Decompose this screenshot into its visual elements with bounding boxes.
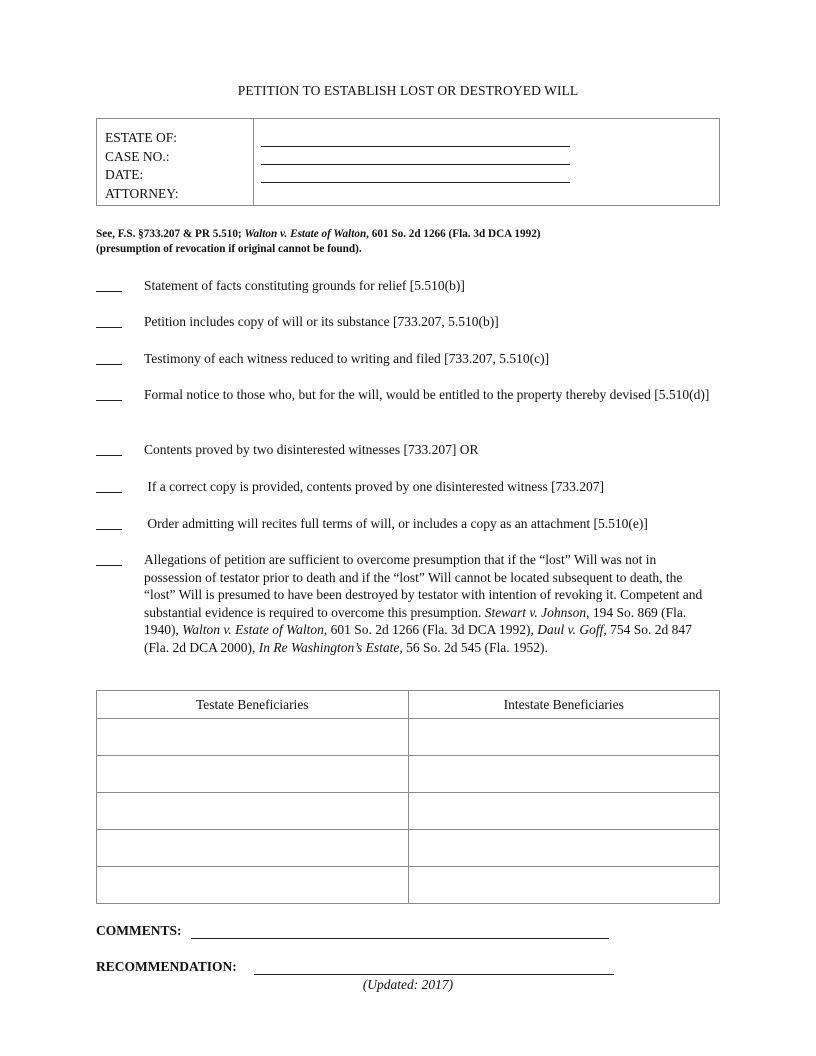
comments-label: COMMENTS:	[96, 923, 182, 938]
comments-field[interactable]	[191, 938, 609, 939]
checklist-blank[interactable]	[96, 478, 122, 493]
recommendation-label: RECOMMENDATION:	[96, 959, 237, 974]
testate-cell[interactable]	[97, 867, 409, 904]
page-title: PETITION TO ESTABLISH LOST OR DESTROYED WILL	[237, 83, 579, 98]
case-no-label: CASE NO.:	[105, 148, 170, 164]
case-info-labels	[97, 119, 254, 205]
checklist-blank[interactable]	[96, 386, 122, 401]
checklist-blank[interactable]	[96, 350, 122, 365]
case-no-field[interactable]	[261, 164, 570, 165]
allegations-text: Allegations of petition are sufficient to overcome presumption that if the “lost” Will was not in possession of testator prior to death and if the “lost” Will cannot be located subsequent to death, the “lost” Will is presumed to have been destroyed by testator with intention of revoking it. Competent and substantial evidence is required to overcome this presumption. Stewart v. Johnson, 194 So. 869 (Fla. 1940), Walton v. Estate of Walton, 601 So. 2d 1266 (Fla. 3d DCA 1992), Daul v. Goff, 754 So. 2d 847 (Fla. 2d DCA 2000), In Re Washington’s Estate, 56 So. 2d 545 (Fla. 1952).	[144, 552, 703, 655]
case-info-box	[96, 118, 720, 206]
estate-of-field[interactable]	[261, 146, 570, 147]
recommendation-field[interactable]	[254, 974, 614, 975]
testate-cell[interactable]	[97, 756, 409, 793]
testate-cell[interactable]	[97, 719, 409, 756]
recommendation-row	[96, 959, 616, 975]
attorney-label: ATTORNEY:	[105, 185, 179, 201]
beneficiaries-table	[96, 690, 720, 904]
estate-of-label: ESTATE OF:	[105, 130, 178, 145]
checklist-blank[interactable]	[96, 441, 122, 456]
checklist-blank[interactable]	[96, 277, 122, 292]
intestate-cell[interactable]	[408, 867, 720, 904]
updated-note: (Updated: 2017)	[362, 977, 454, 992]
checklist-blank[interactable]	[96, 313, 122, 328]
intestate-cell[interactable]	[408, 793, 720, 830]
testate-cell[interactable]	[97, 793, 409, 830]
comments-row	[96, 923, 616, 939]
intestate-beneficiaries-header: Intestate Beneficiaries	[408, 691, 720, 719]
intestate-cell[interactable]	[408, 719, 720, 756]
checklist-blank[interactable]	[96, 515, 122, 530]
intestate-cell[interactable]	[408, 756, 720, 793]
date-label: DATE:	[105, 167, 144, 182]
statute-reference: See, F.S. §733.207 & PR 5.510; Walton v. Estate of Walton, 601 So. 2d 1266 (Fla. 3d DCA 1992) (presumption of revocation if original cannot be found).	[96, 228, 541, 255]
testate-cell[interactable]	[97, 830, 409, 867]
intestate-cell[interactable]	[408, 830, 720, 867]
checklist-blank[interactable]	[96, 551, 122, 566]
testate-beneficiaries-header: Testate Beneficiaries	[97, 691, 409, 719]
date-field[interactable]	[261, 182, 570, 183]
